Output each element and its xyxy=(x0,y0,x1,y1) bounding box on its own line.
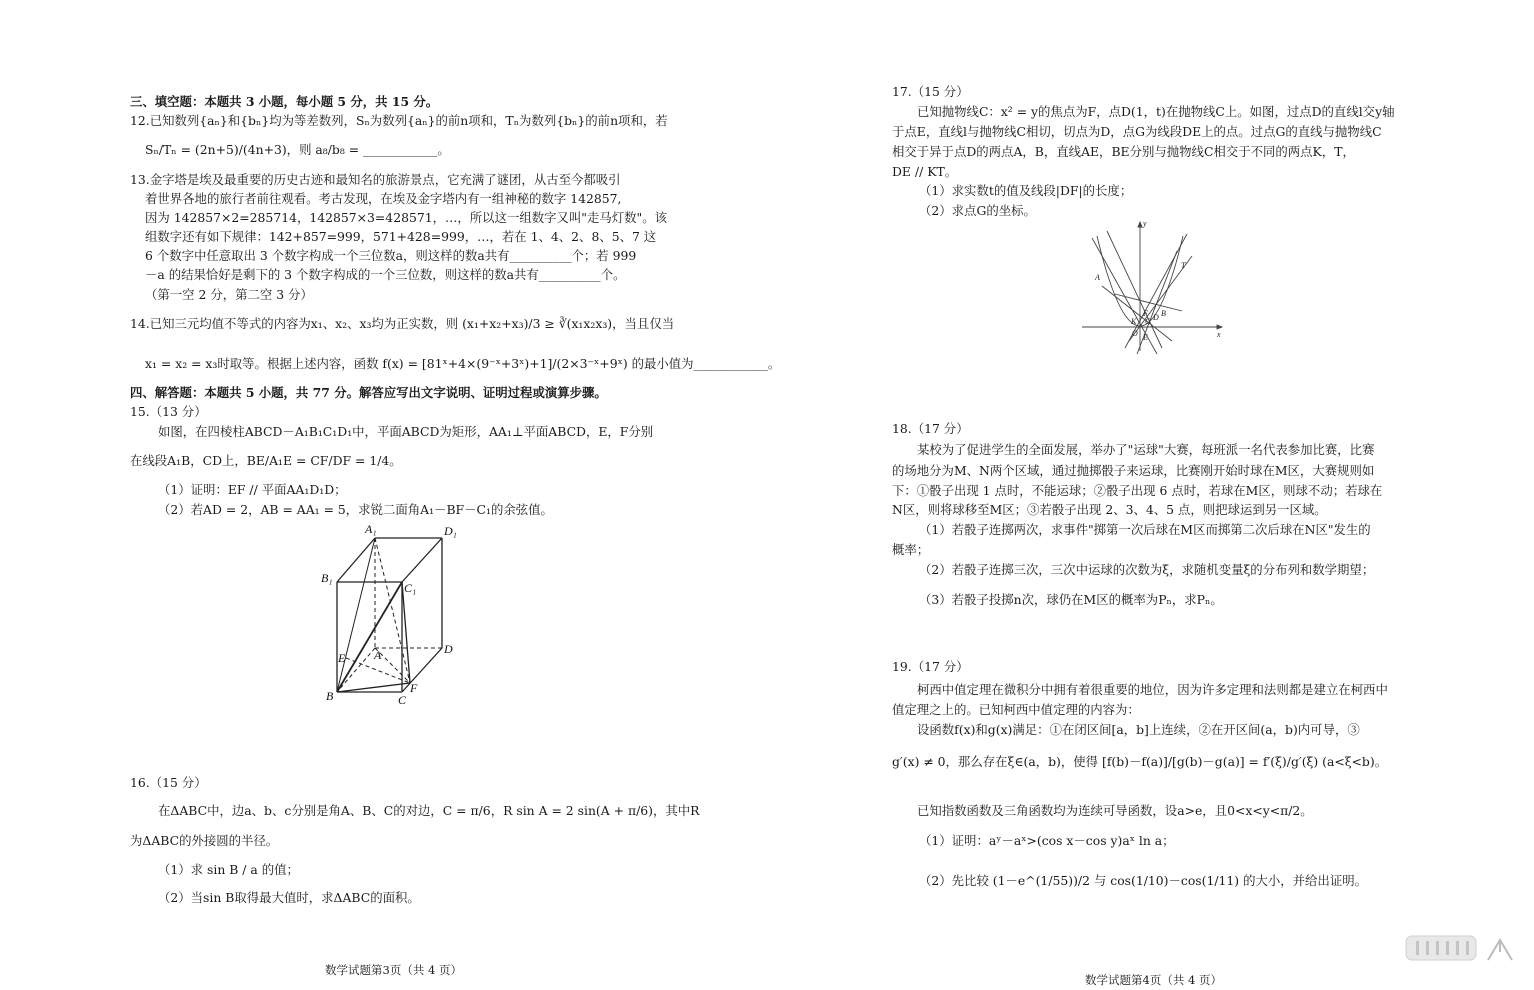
text-line: 已知指数函数及三角函数均为连续可导函数，设a>e，且0<x<y<π/2。 xyxy=(917,803,1313,818)
text-line: 组数字还有如下规律：142+857=999，571+428=999，…，若在 1、4、2、8、5、7 这 xyxy=(145,229,657,244)
text-line: 16.（15 分） xyxy=(130,775,207,790)
text-line: 在ΔABC中，边a、b、c分别是角A、B、C的对边，C = π/6，R sin A = 2 sin(A + π/6)，其中R xyxy=(158,803,700,818)
right-page xyxy=(767,0,1534,990)
label-G: G xyxy=(1145,317,1151,326)
watermark-logo xyxy=(1404,932,1524,966)
label-A: A xyxy=(374,648,382,662)
text-line: 因为 142857×2=285714，142857×3=428571，…，所以这一组数字又叫"走马灯数"。该 xyxy=(145,210,668,225)
label-y-axis: y xyxy=(1143,219,1147,228)
label-B: B xyxy=(1161,309,1166,318)
label-K: K xyxy=(1131,317,1137,326)
left-page-footer: 数学试题第3页（共 4 页） xyxy=(325,963,462,977)
text-line: （1）求 sin B / a 的值； xyxy=(158,862,299,877)
label-C1: C₁ xyxy=(404,581,417,595)
text-line: （1）证明：aʸ－aˣ>(cos x－cos y)aˣ ln a； xyxy=(919,833,1175,848)
label-F: F xyxy=(410,681,418,695)
label-x-axis: x xyxy=(1217,330,1221,339)
text-line: 三、填空题：本题共 3 小题，每小题 5 分，共 15 分。 xyxy=(130,94,439,109)
text-line: 柯西中值定理在微积分中拥有着很重要的地位，因为许多定理和法则都是建立在柯西中 xyxy=(917,682,1388,697)
label-D1: D₁ xyxy=(444,524,457,538)
label-D: D xyxy=(1153,313,1159,322)
text-line: 于点E，直线l与抛物线C相切，切点为D，点G为线段DE上的点。过点G的直线与抛物线C xyxy=(892,124,1382,139)
text-line: 的场地分为M、N两个区域，通过抛掷骰子来运球，比赛刚开始时球在M区，大赛规则如 xyxy=(892,463,1375,478)
text-line: 17.（15 分） xyxy=(892,84,969,99)
label-B: B xyxy=(326,689,334,703)
text-line: （第一空 2 分，第二空 3 分） xyxy=(145,287,313,302)
text-line: 18.（17 分） xyxy=(892,421,969,436)
text-line: （2）若AD = 2，AB = AA₁ = 5，求锐二面角A₁－BF－C₁的余弦值。 xyxy=(158,502,553,517)
parabola-figure xyxy=(1077,216,1227,356)
text-line: 19.（17 分） xyxy=(892,659,969,674)
label-O: O xyxy=(1132,329,1138,338)
label-T: T xyxy=(1181,261,1186,270)
text-line: 15.（13 分） xyxy=(130,404,207,419)
text-line: 14.已知三元均值不等式的内容为x₁、x₂、x₃均为正实数，则 (x₁+x₂+x₃)/3 ≥ ∛(x₁x₂x₃)，当且仅当 xyxy=(130,316,675,331)
text-line: 如图，在四棱柱ABCD－A₁B₁C₁D₁中，平面ABCD为矩形，AA₁⊥平面ABCD，E，F分别 xyxy=(158,424,654,439)
text-line: x₁ = x₂ = x₃时取等。根据上述内容，函数 f(x) = [81ˣ+4×(9⁻ˣ+3ˣ)+1]/(2×3⁻ˣ+9ˣ) 的最小值为____________。 xyxy=(145,356,781,371)
label-D: D xyxy=(444,642,453,656)
text-line: 概率； xyxy=(892,542,930,557)
text-line: 相交于异于点D的两点A，B，直线AE，BE分别与抛物线C相交于不同的两点K，T， xyxy=(892,144,1355,159)
label-A1: A₁ xyxy=(365,522,377,536)
label-F: F xyxy=(1143,309,1148,318)
right-page-footer: 数学试题第4页（共 4 页） xyxy=(1085,973,1222,987)
text-line: （1）求实数t的值及线段|DF|的长度； xyxy=(919,183,1133,198)
text-line: （2）先比较 (1－e^(1/55))/2 与 cos(1/10)－cos(1/11) 的大小，并给出证明。 xyxy=(919,873,1367,888)
label-E: E xyxy=(338,651,346,665)
text-line: 设函数f(x)和g(x)满足：①在闭区间[a，b]上连续，②在开区间(a，b)内可导，③ xyxy=(917,722,1360,737)
prism-figure xyxy=(310,520,470,710)
text-line: （3）若骰子投掷n次，球仍在M区的概率为Pₙ，求Pₙ。 xyxy=(919,592,1223,607)
text-line: （1）证明：EF // 平面AA₁D₁D； xyxy=(158,482,347,497)
text-line: 为ΔABC的外接圆的半径。 xyxy=(130,833,279,848)
text-line: （1）若骰子连掷两次，求事件"掷第一次后球在M区而掷第二次后球在N区"发生的 xyxy=(919,522,1371,537)
label-B1: B₁ xyxy=(321,571,333,585)
label-A: A xyxy=(1095,273,1100,282)
text-line: 13.金字塔是埃及最重要的历史古迹和最知名的旅游景点，它充满了谜团，从古至今都吸引 xyxy=(130,172,621,187)
text-line: 已知抛物线C：x² = y的焦点为F，点D(1，t)在抛物线C上。如图，过点D的直线l交y轴 xyxy=(917,104,1395,119)
text-line: （2）求点G的坐标。 xyxy=(919,203,1036,218)
text-line: DE // KT。 xyxy=(892,164,958,179)
label-C: C xyxy=(398,693,407,707)
text-line: 在线段A₁B，CD上，BE/A₁E = CF/DF = 1/4。 xyxy=(130,453,402,468)
text-line: 四、解答题：本题共 5 小题，共 77 分。解答应写出文字说明、证明过程或演算步骤。 xyxy=(130,385,607,400)
text-line: 下：①骰子出现 1 点时，不能运球；②骰子出现 6 点时，若球在M区，则球不动；若球在 xyxy=(892,483,1383,498)
label-E: E xyxy=(1143,333,1148,342)
text-line: N区，则将球移至M区；③若骰子出现 2、3、4、5 点，则把球运到另一区域。 xyxy=(892,502,1327,517)
text-line: 值定理之上的。已知柯西中值定理的内容为： xyxy=(892,702,1140,717)
text-line: 某校为了促进学生的全面发展，举办了"运球"大赛，每班派一名代表参加比赛，比赛 xyxy=(917,442,1375,457)
text-line: 着世界各地的旅行者前往观看。考古发现，在埃及金字塔内有一组神秘的数字 142857, xyxy=(145,191,622,206)
text-line: Sₙ/Tₙ = (2n+5)/(4n+3)，则 a₈/b₈ = ____________。 xyxy=(145,142,450,157)
text-line: －a 的结果恰好是剩下的 3 个数字构成的一个三位数，则这样的数a共有__________个。 xyxy=(145,267,626,282)
text-line: （2）若骰子连掷三次，三次中运球的次数为ξ，求随机变量ξ的分布列和数学期望； xyxy=(919,562,1375,577)
text-line: g′(x) ≠ 0，那么存在ξ∈(a，b)，使得 [f(b)－f(a)]/[g(b)－g(a)] = f′(ξ)/g′(ξ) (a<ξ<b)。 xyxy=(892,754,1388,769)
text-line: （2）当sin B取得最大值时，求ΔABC的面积。 xyxy=(158,890,420,905)
text-line: 6 个数字中任意取出 3 个数字构成一个三位数a，则这样的数a共有__________个；若 999 xyxy=(145,248,637,263)
text-line: 12.已知数列{aₙ}和{bₙ}均为等差数列，Sₙ为数列{aₙ}的前n项和，Tₙ为数列{bₙ}的前n项和，若 xyxy=(130,113,668,128)
